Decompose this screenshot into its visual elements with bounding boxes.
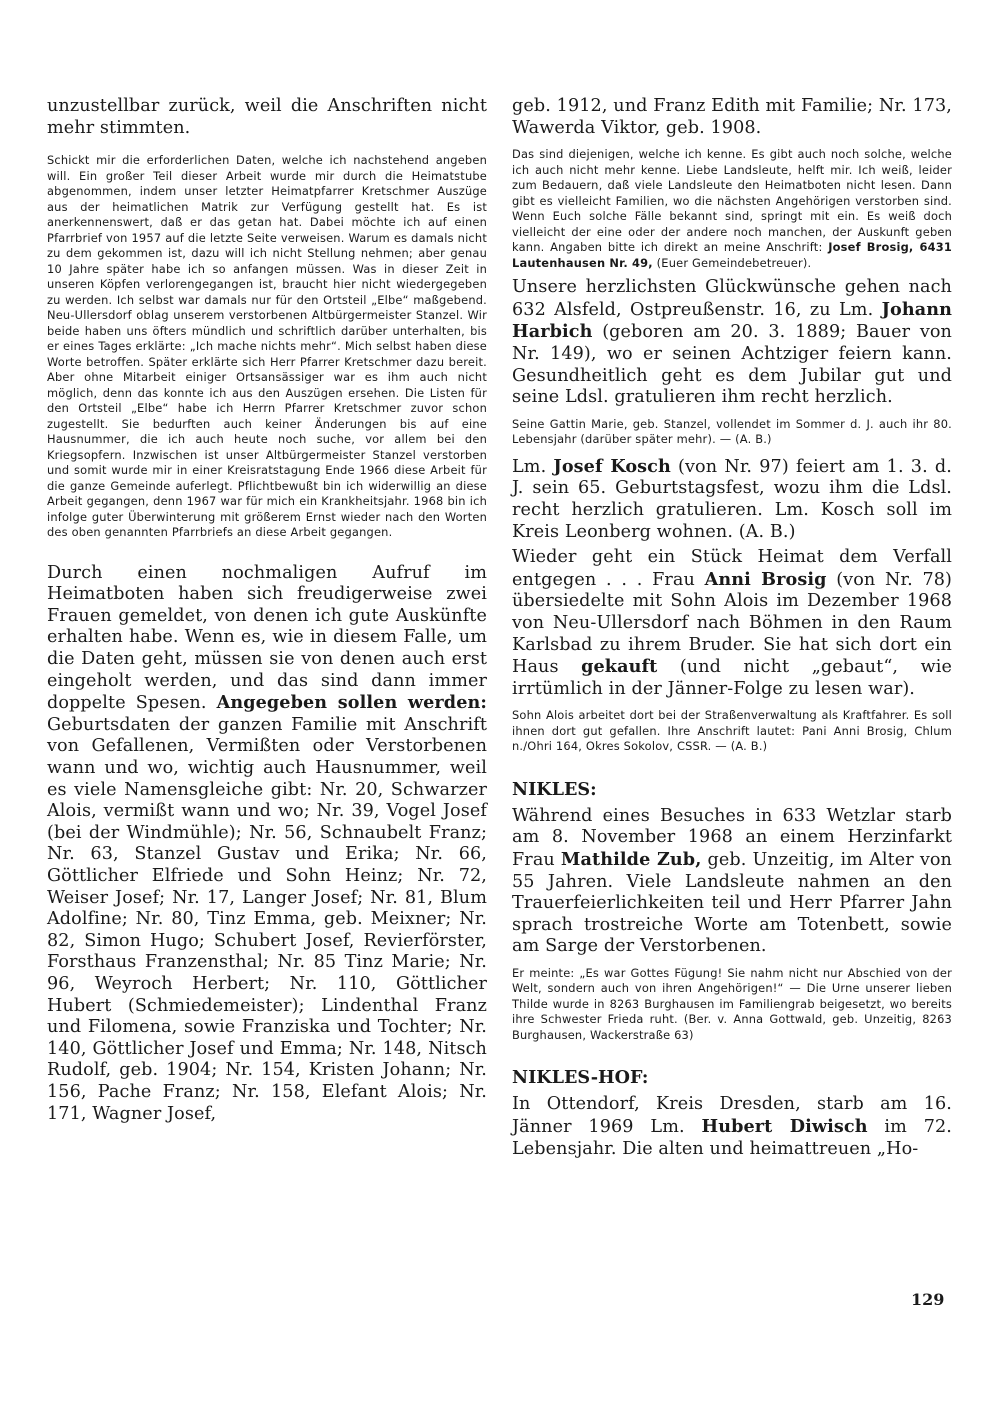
- text-run: (von Nr. 78) übersiedelte mit Sohn Alois im Dezember 1968 von Neu-Ullersdorf nach Böhmen in den Raum Karlsbad zu ihrem Bruder. Sie hat sich dort ein Haus: [512, 569, 952, 678]
- text-run: Lm.: [512, 456, 554, 477]
- paragraph-small: Sohn Alois arbeitet dort bei der Straßenverwaltung als Kraftfahrer. Es soll ihnen dort gut gefallen. Ihre Anschrift lautet: Pani Anni Brosig, Chlum n./Ohri 164, Okres Sokolov, CSSR. — (A. B.): [512, 708, 952, 754]
- text-run: Unsere herzlichsten Glückwünsche gehen nach 632 Alsfeld, Ostpreußenstr. 16, zu Lm.: [512, 277, 952, 320]
- paragraph: geb. 1912, und Franz Edith mit Familie; Nr. 173, Wawerda Viktor, geb. 1908.: [512, 96, 952, 138]
- text-run: (und nicht „gebaut“, wie irrtümlich in der Jänner-Folge zu lesen war).: [512, 657, 952, 699]
- text-run: Durch einen nochmaligen Aufruf im Heimatboten haben sich freudigerweise zwei Frauen gemeldet, von denen ich gute Auskünfte erhalten habe. Wenn es, wie in diesem Falle, um die Daten geht, müssen sie von denen auch erst eingeholt werden, und das sind dann immer doppelte Spesen.: [47, 562, 487, 714]
- bold-text: Angegeben sollen werden:: [216, 692, 487, 714]
- bold-address: Josef Brosig, 6431 Lautenhausen Nr. 49,: [512, 240, 952, 270]
- text-run: Während eines Besuches in 633 Wetzlar starb am 8. November 1968 an einem Herzinfarkt Frau: [512, 805, 952, 870]
- text-run: Geburtsdaten der ganzen Familie mit Anschrift von Gefallenen, Vermißten oder Verstorbenen wann und wo, wichtig auch Hausnummer, weil es viele Namensgleiche gibt: Nr. 20, Schwarzer Alois, vermißt wann und wo; Nr. 39, Vogel Josef (bei der Windmühle); Nr. 56, Schnaubelt Franz; Nr. 63, Stanzel Gustav und Erika; Nr. 66, Göttlicher Elfriede und Sohn Heinz; Nr. 72, Weiser Josef; Nr. 17, Langer Josef; Nr. 81, Blum Adolfine; Nr. 80, Tinz Emma, geb. Meixner; Nr. 82, Simon Hugo; Schubert Josef, Revierförster, Forsthaus Franzensthal; Nr. 85 Tinz Marie; Nr. 96, Weyroch Herbert; Nr. 110, Göttlicher Hubert (Schmiedemeister); Lindenthal Franz und Filomena, sowie Franziska und Tochter; Nr. 140, Göttlicher Josef und Emma; Nr. 148, Nitsch Rudolf, geb. 1904; Nr. 154, Kristen Johann; Nr. 156, Pache Franz; Nr. 158, Elefant Alois; Nr. 171, Wagner Josef,: [47, 714, 487, 1124]
- left-column: [47, 96, 487, 1125]
- bold-name: Mathilde Zub,: [560, 848, 702, 870]
- paragraph: [512, 1094, 952, 1160]
- text-run: im 72. Lebensjahr. Die alten und heimattreuen „Ho-: [512, 1117, 952, 1159]
- paragraph: [512, 277, 952, 409]
- bold-name: Johann Harbich: [512, 298, 952, 343]
- paragraph-small: Seine Gattin Marie, geb. Stanzel, vollendet im Sommer d. J. auch ihr 80. Lebensjahr (darüber später mehr). — (A. B.): [512, 416, 952, 447]
- text-run: Wieder geht ein Stück Heimat dem Verfall entgegen . . . Frau: [512, 547, 952, 590]
- bold-name: Josef Kosch: [553, 455, 671, 477]
- page-number: 129: [911, 1290, 945, 1309]
- bold-name: Hubert Diwisch: [701, 1116, 868, 1138]
- text-run: geb. Unzeitig, im Alter von 55 Jahren. Viele Landsleute nahmen an den Trauerfeierlichkeiten teil und Herr Pfarrer Jahn sprach trostreiche Worte am Totenbett, sowie am Sarge der Verstorbenen.: [512, 849, 952, 957]
- text-run: In Ottendorf, Kreis Dresden, starb am 16. Jänner 1969 Lm.: [512, 1094, 952, 1138]
- section-heading: NIKLES:: [512, 778, 597, 800]
- text-run: (geboren am 20. 3. 1889; Bauer von Nr. 149), wo er seinen Achtziger feiern kann. Gesundheitlich geht es dem Jubilar gut und seine Ldsl. gratulieren ihm recht herzlich.: [512, 322, 952, 408]
- text-run: (Euer Gemeindebetreuer).: [652, 255, 812, 270]
- paragraph: [512, 547, 952, 700]
- paragraph-small: Schickt mir die erforderlichen Daten, welche ich nachstehend angeben will. Ein großer Teil dieser Arbeit wurde mir durch die Heimatstube abgenommen, indem unser letzter Heimatpfarrer Kretschmer Auszüge aus der heimatlichen Matrik zur Verfügung gestellt hat. Es ist anerkennenswert, daß er das getan hat. Dabei möchte ich auf einen Pfarrbrief von 1957 auf die letzte Seite verweisen. Warum es damals nicht zu dem gekommen ist, dazu will ich nicht Stellung nehmen; aber genau 10 Jahre später habe ich so anfangen müssen. Was in dieser Zeit in unseren Köpfen verlorengegangen ist, braucht hier nicht wiedergegeben zu werden. Ich selbst war damals nur für den Ortsteil „Elbe“ maßgebend. Neu-Ullersdorf oblag unserem verstorbenen Altbürgermeister Stanzel. Wir beide haben uns öfters mündlich und schriftlich darüber unterhalten, bis er eines Tages erklärte: „Ich mache nichts mehr“. Mich selbst haben diese Worte betroffen. Später erklärte sich Herr Pfarrer Kretschmer dazu bereit. Aber ohne Mitarbeit einiger Ortsansässiger war es ihm auch nicht möglich, denn das konnte ich aus den Auszügen ersehen. Die Listen für den Ortsteil „Elbe“ habe ich Herrn Pfarrer Kretschmer zuvor schon zugestellt. Sie bedurften auch keiner Änderungen bis auf eine Hausnummer, die ich auch heute noch suche, vor allem bei den Kriegsopfern. Inzwischen ist unser Altbürgermeister Stanzel verstorben und somit wurde mir in einer Kreisratstagung Ende 1966 diese Arbeit für die ganze Gemeinde auferlegt. Pflichtbewußt bin ich widerwillig an diese Arbeit gegangen, denn 1967 war für mich ein Krankheitsjahr. 1968 bin ich infolge guter Überwinterung mit größerem Ernst wieder nach den Worten des oben genannten Pfarrbriefs an diese Arbeit gegangen.: [47, 153, 487, 540]
- section-heading: NIKLES-HOF:: [512, 1067, 649, 1089]
- bold-word: gekauft: [581, 656, 658, 678]
- text-run: (von Nr. 97) feiert am 1. 3. d. J. sein 65. Geburtstagsfest, wozu ihm die Ldsl. recht herzlich gratulieren. Lm. Kosch soll im Kreis Leonberg wohnen. (A. B.): [512, 456, 952, 542]
- paragraph-small: Er meinte: „Es war Gottes Fügung! Sie nahm nicht nur Abschied von der Welt, sondern auch von ihren Angehörigen!“ — Die Urne unserer lieben Thilde wurde in 8263 Burghausen im Familiengrab beigesetzt, wo bereits ihre Schwester Frieda ruht. (Ber. v. Anna Gottwald, geb. Unzeitig, 8263 Burghausen, Wackerstraße 63): [512, 965, 952, 1042]
- paragraph-small: [512, 147, 952, 271]
- paragraph: unzustellbar zurück, weil die Anschriften nicht mehr stimmten.: [47, 96, 487, 138]
- paragraph: [512, 806, 952, 958]
- text-run: Das sind diejenigen, welche ich kenne. Es gibt auch noch solche, welche ich auch nicht mehr kenne. Liebe Landsleute, helft mir. Ich weiß, leider zum Bedauern, daß viele Landsleute den Heimatboten nicht lesen. Dann gibt es vielleicht Familien, wo die nächsten Angehörigen verstorben sind. Wenn Euch solche Fälle bekannt sind, springt mit ein. Es weiß doch vielleicht der eine oder der andere noch manchen, der Auskunft geben kann. Angaben bitte ich direkt an meine Anschrift:: [512, 147, 952, 255]
- paragraph: [512, 456, 952, 543]
- right-column: [512, 96, 952, 1160]
- bold-name: Anni Brosig: [704, 568, 827, 590]
- paragraph: [47, 563, 487, 1125]
